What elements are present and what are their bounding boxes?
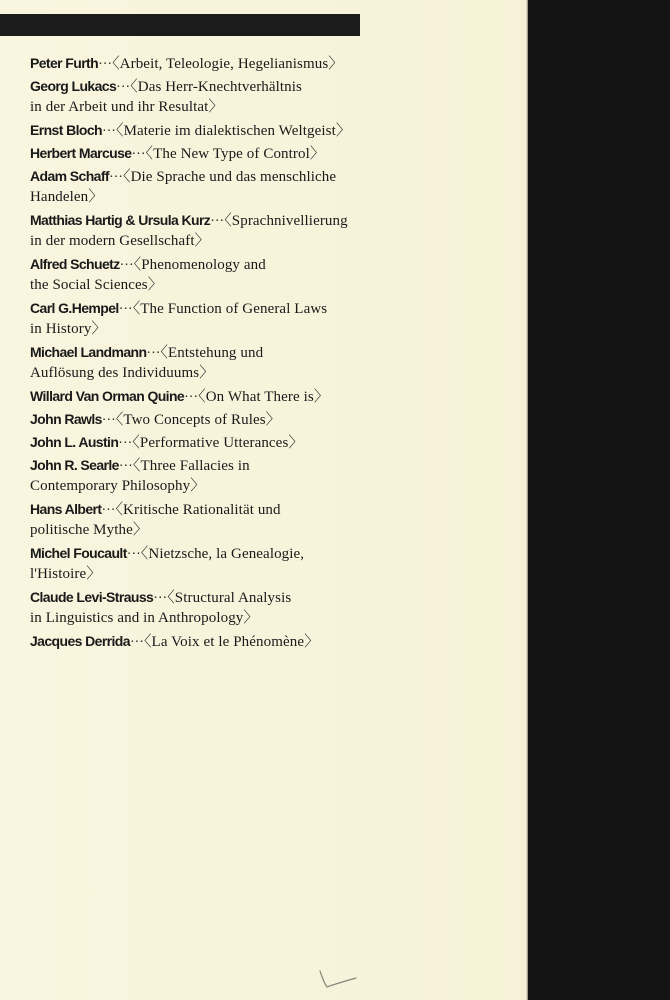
contents-entry: [30, 499, 520, 541]
contents-list: [30, 53, 520, 654]
pencil-check-mark: [318, 963, 362, 989]
author-name: Willard Van Orman Quine: [30, 388, 185, 404]
essay-title: 〈The New Type of Control〉: [145, 146, 325, 162]
author-name: Carl G.Hempel: [30, 300, 119, 316]
essay-title: 〈Arbeit, Teleologie, Hegelianismus〉: [112, 56, 344, 72]
contents-entry: [30, 254, 520, 296]
contents-entry: [30, 143, 520, 164]
entry-first-line: [30, 53, 520, 74]
essay-title: 〈On What There is〉: [198, 389, 329, 405]
dots-separator: ···: [98, 57, 113, 72]
author-name: Herbert Marcuse: [30, 145, 132, 161]
dots-separator: ···: [131, 147, 146, 162]
dots-separator: ···: [126, 547, 141, 562]
entry-first-line: [30, 631, 520, 652]
dots-separator: ···: [116, 80, 131, 95]
dots-separator: ···: [210, 214, 225, 229]
dots-separator: ···: [146, 346, 161, 361]
entry-first-line: [30, 455, 520, 476]
essay-title: 〈La Voix et le Phénomène〉: [143, 634, 320, 650]
entry-first-line: [30, 587, 520, 608]
essay-title: 〈Three Fallacies in: [132, 458, 250, 474]
author-name: John L. Austin: [30, 434, 119, 450]
entry-first-line: [30, 120, 520, 141]
entry-first-line: [30, 386, 520, 407]
contents-entry: [30, 342, 520, 384]
dots-separator: ···: [129, 635, 144, 650]
entry-first-line: [30, 166, 520, 187]
author-name: Jacques Derrida: [30, 633, 130, 649]
essay-title: 〈Structural Analysis: [167, 590, 292, 606]
dots-separator: ···: [101, 124, 116, 139]
contents-entry: [30, 587, 520, 629]
essay-title: 〈The Function of General Laws: [132, 301, 328, 317]
essay-title-continued: the Social Sciences〉: [30, 277, 163, 293]
essay-title-continued: politische Mythe〉: [30, 522, 148, 538]
author-name: Georg Lukacs: [30, 78, 117, 94]
entry-first-line: [30, 342, 520, 363]
dots-separator: ···: [101, 413, 116, 428]
author-name: Ernst Bloch: [30, 122, 102, 138]
author-name: Alfred Schuetz: [30, 256, 120, 272]
essay-title: 〈Die Sprache und das menschliche: [122, 169, 337, 185]
author-name: Hans Albert: [30, 501, 102, 517]
essay-title-continued: l'Histoire〉: [30, 566, 102, 582]
contents-entry: [30, 386, 520, 407]
dots-separator: ···: [118, 436, 133, 451]
essay-title: 〈Performative Utterances〉: [132, 435, 304, 451]
entry-first-line: [30, 432, 520, 453]
dots-separator: ···: [184, 390, 199, 405]
essay-title: 〈Phenomenology and: [133, 257, 266, 273]
essay-title: 〈Entstehung und: [160, 345, 264, 361]
entry-first-line: [30, 409, 520, 430]
entry-first-line: [30, 543, 520, 564]
dots-separator: ···: [118, 302, 133, 317]
essay-title-continued: in der modern Gesellschaft〉: [30, 233, 210, 249]
dots-separator: ···: [108, 170, 123, 185]
dots-separator: ···: [153, 591, 168, 606]
author-name: Michel Foucault: [30, 545, 127, 561]
author-name: Adam Schaff: [30, 168, 109, 184]
essay-title: 〈Materie im dialektischen Weltgeist〉: [115, 123, 351, 139]
top-black-bar: [0, 14, 360, 36]
essay-title: 〈Nietzsche, la Genealogie,: [140, 546, 305, 562]
essay-title-continued: in History〉: [30, 321, 107, 337]
author-name: Michael Landmann: [30, 344, 147, 360]
entry-first-line: [30, 76, 520, 97]
book-spine-black-band: [528, 0, 670, 1000]
essay-title-continued: Auflösung des Individuums〉: [30, 365, 215, 381]
entry-first-line: [30, 143, 520, 164]
author-name: Claude Levi-Strauss: [30, 589, 154, 605]
essay-title-continued: Handelen〉: [30, 189, 104, 205]
author-name: Matthias Hartig & Ursula Kurz: [30, 212, 211, 228]
author-name: Peter Furth: [30, 55, 99, 71]
essay-title-continued: Contemporary Philosophy〉: [30, 478, 206, 494]
entry-first-line: [30, 210, 520, 231]
author-name: John R. Searle: [30, 457, 119, 473]
contents-entry: [30, 120, 520, 141]
essay-title-continued: in Linguistics and in Anthropology〉: [30, 610, 259, 626]
essay-title: 〈Sprachnivellierung: [224, 213, 348, 229]
author-name: John Rawls: [30, 411, 102, 427]
contents-entry: [30, 298, 520, 340]
contents-entry: [30, 166, 520, 208]
essay-title: 〈Das Herr-Knechtverhältnis: [130, 79, 302, 95]
contents-entry: [30, 53, 520, 74]
dots-separator: ···: [118, 459, 133, 474]
contents-entry: [30, 76, 520, 118]
essay-title: 〈Kritische Rationalität und: [115, 502, 281, 518]
entry-first-line: [30, 499, 520, 520]
contents-entry: [30, 409, 520, 430]
essay-title-continued: in der Arbeit und ihr Resultat〉: [30, 99, 224, 115]
entry-first-line: [30, 254, 520, 275]
contents-entry: [30, 543, 520, 585]
contents-entry: [30, 631, 520, 652]
essay-title: 〈Two Concepts of Rules〉: [115, 412, 281, 428]
entry-first-line: [30, 298, 520, 319]
contents-entry: [30, 455, 520, 497]
contents-entry: [30, 432, 520, 453]
dots-separator: ···: [119, 258, 134, 273]
dots-separator: ···: [101, 503, 116, 518]
contents-entry: [30, 210, 520, 252]
